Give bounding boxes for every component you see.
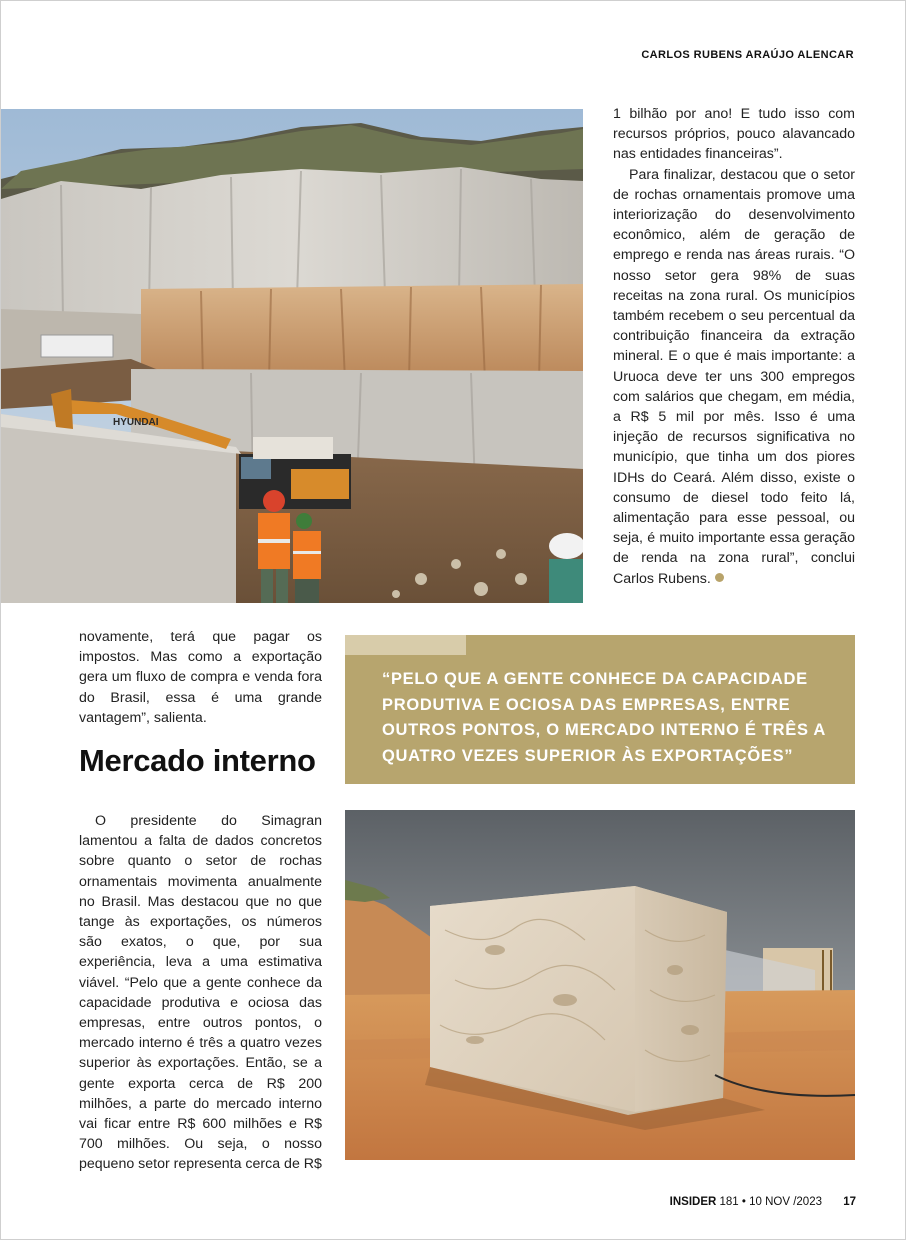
section-subhead: Mercado interno — [79, 743, 316, 778]
quarry-photo — [1, 109, 583, 603]
right-column-text — [613, 104, 855, 589]
pull-quote-text: “PELO QUE A GENTE CONHECE DA CAPACIDADE PRODUTIVA E OCIOSA DAS EMPRESAS, ENTRE OUTROS PONTOS, O MERCADO INTERNO É TRÊS A QUATRO VEZES SUPERIOR ÀS EXPORTAÇÕES” — [382, 670, 826, 765]
author-running-head: CARLOS RUBENS ARAÚJO ALENCAR — [641, 49, 854, 61]
page-footer — [670, 1196, 856, 1208]
end-of-article-icon — [715, 573, 724, 582]
left-column-paragraph-1: O presidente do Simagran lamentou a falta de dados concretos sobre quanto o setor de rochas ornamentais movimenta anualmente no Brasil. Mas destacou que no que tange às exportações, os números são exatos, o que, por sua experiência, leva a uma estimativa viável. “Pelo que a gente conhece da capacidade produtiva e ociosa das empresas, entre outros pontos, o mercado interno é três a quatro vezes superior às exportações. Então, se a gente exporta cerca de R$ 200 milhões, a parte do mercado interno vai ficar entre R$ 600 milhões e R$ 700 milhões. Ou seja, o nosso pequeno setor representa cerca de R$ — [79, 813, 322, 1173]
left-column-continuation: novamente, terá que pagar os impostos. Mas como a exportação gera um fluxo de compra e venda fora do Brasil, essa é uma grande vantagem”, salienta. — [79, 629, 322, 726]
right-column-paragraph-1: 1 bilhão por ano! E tudo isso com recursos próprios, pouco alavancado nas entidades financeiras”. — [613, 106, 855, 163]
stone-block-photo — [345, 810, 855, 1160]
pull-quote-box — [345, 635, 855, 784]
page-number: 17 — [843, 1196, 856, 1208]
magazine-name: INSIDER — [669, 1196, 717, 1208]
right-column-paragraph-2: Para finalizar, destacou que o setor de rochas ornamentais promove uma interiorização do desenvolvimento econômico, além de geração de emprego e renda nas áreas rurais. “O nosso setor gera 98% de suas receitas na zona rural. Os municípios também recebem o seu percentual da contribuição financeira da extração mineral. E o que é mais importante: a Uruoca deve ter uns 300 empregos com salários que chegam, em média, a R$ 5 mil por mês. Isso é uma injeção de recursos significativa no município, que tinha um dos piores IDHs do Ceará. Além disso, existe o consumo de diesel todo feito lá, alimentação para esse pessoal, ou seja, é muito importante essa geração de renda na zona rural”, conclui Carlos Rubens. — [613, 166, 855, 587]
issue-info: 181 • 10 NOV /2023 — [719, 1196, 822, 1208]
left-column-body — [79, 811, 322, 1175]
pull-quote-tab — [345, 635, 466, 655]
excavator-brand-label: HYUNDAI — [113, 417, 159, 428]
